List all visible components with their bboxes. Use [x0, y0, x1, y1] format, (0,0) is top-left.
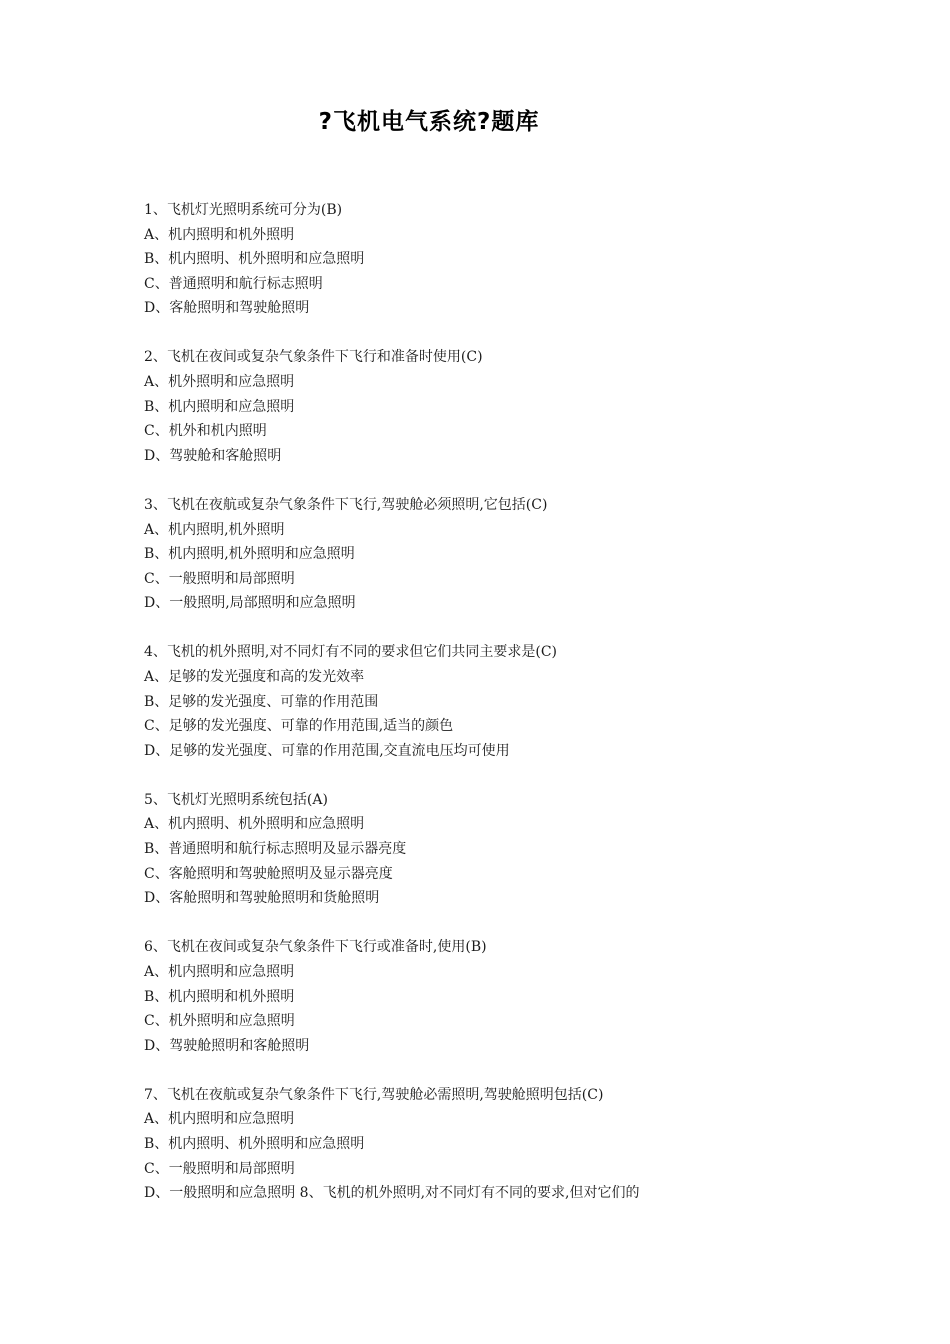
- question-block: [144, 345, 864, 468]
- question-list: [144, 198, 864, 1230]
- answer-option: A、机内照明和应急照明: [144, 1111, 295, 1128]
- answer-option: D、客舱照明和驾驶舱照明: [144, 300, 310, 317]
- answer-option: C、客舱照明和驾驶舱照明及显示器亮度: [144, 865, 393, 882]
- answer-option: B、机内照明、机外照明和应急照明: [144, 1136, 365, 1152]
- question-block: [144, 1083, 864, 1206]
- answer-option: D、一般照明和应急照明 8、飞机的机外照明,对不同灯有不同的要求,但对它们的: [144, 1185, 640, 1202]
- question-block: [144, 640, 864, 763]
- answer-option: C、一般照明和局部照明: [144, 570, 295, 587]
- question-block: [144, 788, 864, 911]
- question-block: [144, 198, 864, 321]
- answer-option: C、机外和机内照明: [144, 423, 267, 440]
- question-stem: 6、飞机在夜间或复杂气象条件下飞行或准备时,使用(B): [144, 939, 487, 956]
- answer-option: B、机内照明和机外照明: [144, 988, 295, 1005]
- answer-option: D、一般照明,局部照明和应急照明: [144, 595, 356, 612]
- answer-option: A、机内照明和机外照明: [144, 226, 295, 243]
- question-stem: 1、飞机灯光照明系统可分为(B): [144, 202, 343, 218]
- answer-option: B、普通照明和航行标志照明及显示器亮度: [144, 841, 407, 858]
- answer-option: B、机内照明、机外照明和应急照明: [144, 251, 365, 268]
- question-block: [144, 493, 864, 616]
- answer-option: B、足够的发光强度、可靠的作用范围: [144, 693, 379, 710]
- answer-option: D、驾驶舱照明和客舱照明: [144, 1037, 310, 1054]
- question-stem: 5、飞机灯光照明系统包括(A): [144, 791, 328, 808]
- answer-option: A、机内照明和应急照明: [144, 963, 295, 980]
- question-stem: 3、飞机在夜航或复杂气象条件下飞行,驾驶舱必须照明,它包括(C): [144, 496, 548, 513]
- question-stem: 7、飞机在夜航或复杂气象条件下飞行,驾驶舱必需照明,驾驶舱照明包括(C): [144, 1086, 604, 1103]
- answer-option: D、客舱照明和驾驶舱照明和货舱照明: [144, 890, 380, 907]
- answer-option: A、机内照明、机外照明和应急照明: [144, 816, 365, 833]
- answer-option: A、机内照明,机外照明: [144, 521, 285, 538]
- answer-option: C、一般照明和局部照明: [144, 1160, 295, 1177]
- answer-option: D、足够的发光强度、可靠的作用范围,交直流电压均可使用: [144, 742, 510, 759]
- question-block: [144, 935, 864, 1058]
- answer-option: C、普通照明和航行标志照明: [144, 275, 323, 292]
- answer-option: D、驾驶舱和客舱照明: [144, 447, 282, 464]
- answer-option: B、机内照明和应急照明: [144, 398, 295, 415]
- answer-option: C、机外照明和应急照明: [144, 1013, 295, 1030]
- question-stem: 2、飞机在夜间或复杂气象条件下飞行和准备时使用(C): [144, 349, 483, 366]
- question-stem: 4、飞机的机外照明,对不同灯有不同的要求但它们共同主要求是(C): [144, 644, 557, 661]
- answer-option: B、机内照明,机外照明和应急照明: [144, 546, 355, 563]
- document-title: ?飞机电气系统?题库: [318, 109, 540, 135]
- answer-option: C、足够的发光强度、可靠的作用范围,适当的颜色: [144, 718, 454, 735]
- answer-option: A、机外照明和应急照明: [144, 374, 295, 391]
- answer-option: A、足够的发光强度和高的发光效率: [144, 669, 365, 685]
